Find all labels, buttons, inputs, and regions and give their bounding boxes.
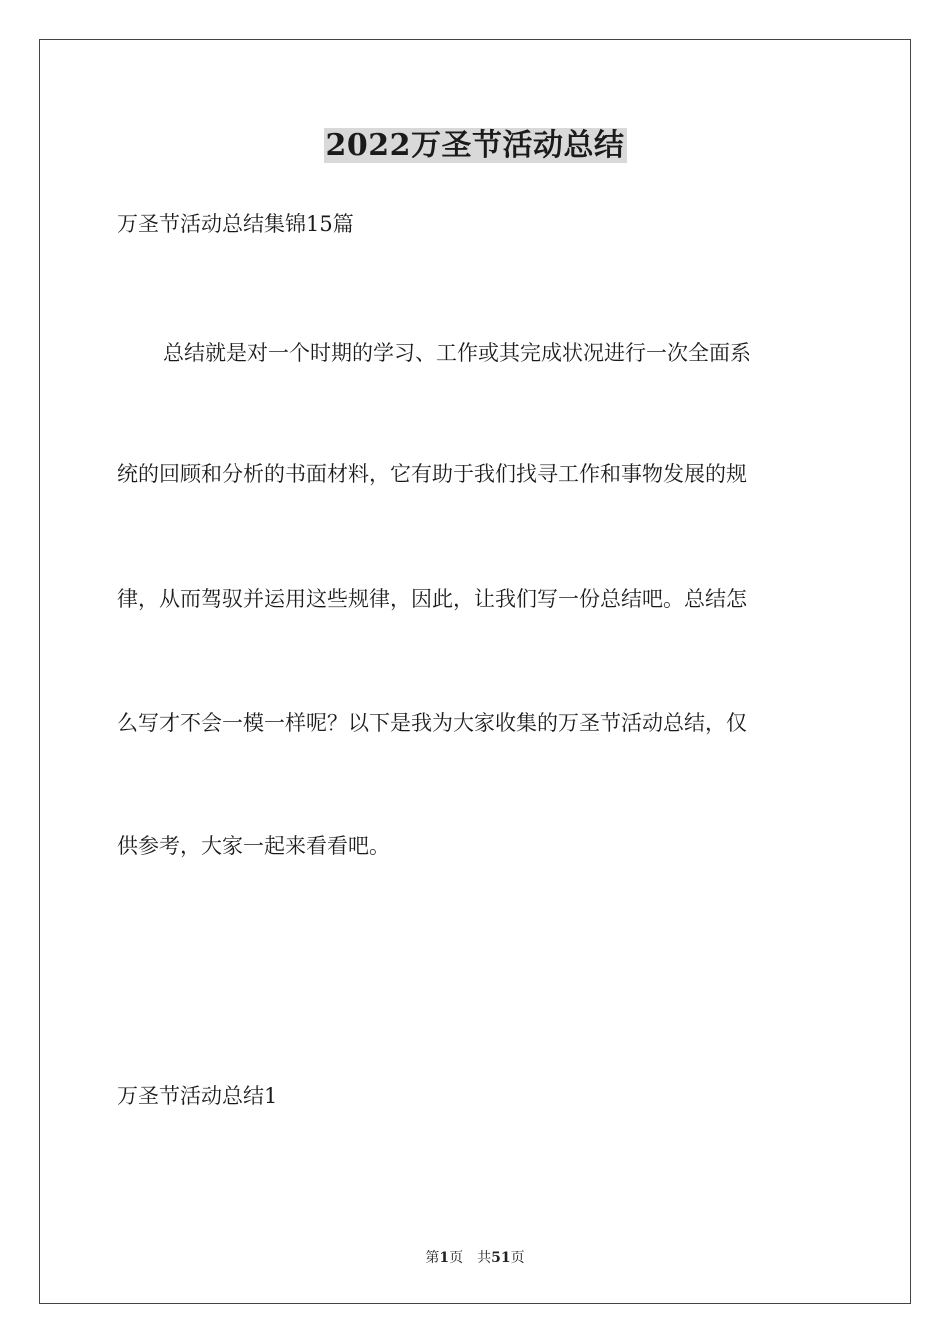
section-heading: 万圣节活动总结1 xyxy=(117,1084,278,1108)
page-number-prefix: 第 xyxy=(425,1250,440,1266)
intro-paragraph-line: 总结就是对一个时期的学习、工作或其完成状况进行一次全面系 xyxy=(163,341,751,365)
page-number: 1 xyxy=(439,1250,450,1266)
intro-paragraph-line: 么写才不会一模一样呢？以下是我为大家收集的万圣节活动总结，仅 xyxy=(117,711,747,735)
total-pages-suffix: 页 xyxy=(510,1250,525,1266)
intro-paragraph-line: 统的回顾和分析的书面材料，它有助于我们找寻工作和事物发展的规 xyxy=(117,462,747,486)
intro-paragraph-line: 供参考，大家一起来看看吧。 xyxy=(117,834,390,858)
total-pages-prefix: 共 xyxy=(477,1250,492,1266)
document-title xyxy=(0,124,950,168)
total-pages: 51 xyxy=(491,1250,511,1266)
document-subtitle: 万圣节活动总结集锦15篇 xyxy=(117,212,354,236)
intro-paragraph-line: 律，从而驾驭并运用这些规律，因此，让我们写一份总结吧。总结怎 xyxy=(117,587,747,611)
page-footer xyxy=(0,1248,950,1268)
page-number-suffix: 页 xyxy=(449,1250,464,1266)
document-title-text: 2022万圣节活动总结 xyxy=(325,128,625,163)
